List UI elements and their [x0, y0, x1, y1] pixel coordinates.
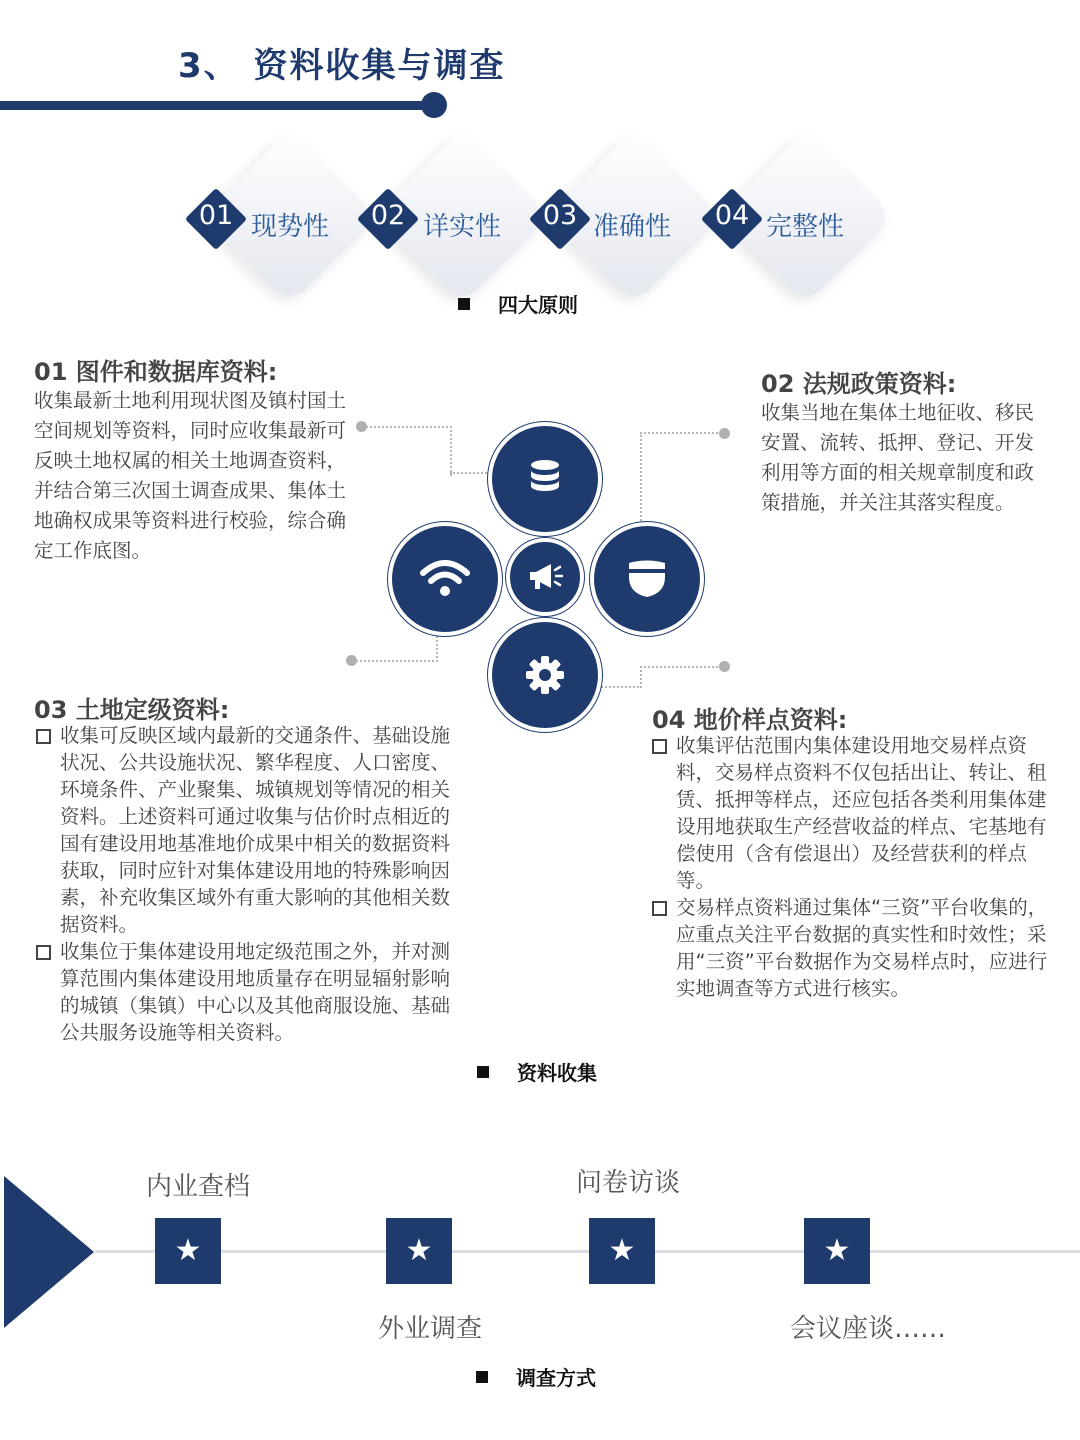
- collection-caption: 资料收集: [477, 1057, 597, 1086]
- connector-line: [450, 472, 490, 474]
- section-04-title: 04 地价样点资料:: [652, 706, 848, 734]
- title-underline: [0, 101, 435, 110]
- section-04-bullets: [652, 732, 1050, 1002]
- principle-number: 04: [714, 200, 750, 231]
- principle-label: 详实性: [423, 212, 502, 242]
- caption-square: [477, 1066, 489, 1078]
- page-title: 3、 资料收集与调查: [178, 46, 506, 86]
- survey-method-label: 会议座谈……: [790, 1314, 947, 1344]
- section-03-bullets: [36, 722, 454, 1046]
- connector-line: [640, 666, 726, 688]
- connector-dot: [356, 421, 367, 432]
- section-01-text: 收集最新土地利用现状图及镇村国土空间规划等资料，同时应收集最新可反映土地权属的相关土地调查资料，并结合第三次国土调查成果、集体土地确权成果等资料进行校验，综合确定工作底图。: [34, 389, 347, 562]
- gear-icon: [525, 655, 565, 695]
- principle-label: 现势性: [251, 212, 330, 242]
- timeline-line: [95, 1250, 1080, 1253]
- gear-circle: [488, 618, 602, 732]
- connector-dot: [346, 655, 357, 666]
- bullet-item: 收集位于集体建设用地定级范围之外，并对测算范围内集体建设用地质量存在明显辐射影响的城镇（集镇）中心以及其他商服设施、基础公共服务设施等相关资料。: [36, 938, 454, 1046]
- star-icon: ★: [155, 1218, 221, 1284]
- section-02-title: 02 法规政策资料:: [761, 370, 957, 398]
- section-02-text: 收集当地在集体土地征收、移民安置、流转、抵押、登记、开发利用等方面的相关规章制度和政策措施，并关注其落实程度。: [761, 401, 1035, 514]
- star-icon: ★: [804, 1218, 870, 1284]
- play-triangle-icon: [0, 1172, 98, 1332]
- wifi-circle: [388, 522, 502, 636]
- megaphone-icon: [527, 561, 563, 593]
- principles-caption: 四大原则: [458, 289, 578, 318]
- survey-method-label: 外业调查: [378, 1314, 483, 1344]
- bullet-box-icon: [36, 729, 51, 744]
- bullet-item: 收集可反映区域内最新的交通条件、基础设施状况、公共设施状况、繁华程度、人口密度、环境条件、产业聚集、城镇规划等情况的相关资料。上述资料可通过收集与估价时点相近的国有建设用地基准地价成果中相关的数据资料获取，同时应针对集体建设用地的特殊影响因素，补充收集区域外有重大影响的其他相关数据资料。: [36, 722, 454, 938]
- section-01-title: 01 图件和数据库资料:: [34, 358, 278, 386]
- connector-dot: [719, 661, 730, 672]
- shield-circle: [590, 522, 704, 636]
- shield-icon: [627, 559, 667, 599]
- section-03-title: 03 土地定级资料:: [34, 696, 230, 724]
- connector-dot: [719, 428, 730, 439]
- bullet-box-icon: [652, 901, 667, 916]
- principle-label: 准确性: [593, 212, 672, 242]
- principle-number: 03: [542, 200, 578, 231]
- star-icon: ★: [589, 1218, 655, 1284]
- wifi-icon: [419, 559, 471, 599]
- megaphone-circle: [506, 538, 584, 616]
- survey-method-label: 问卷访谈: [576, 1168, 681, 1198]
- connector-line: [598, 666, 642, 688]
- survey-method-label: 内业查档: [146, 1172, 251, 1202]
- title-underline-dot: [421, 92, 447, 118]
- bullet-box-icon: [652, 739, 667, 754]
- principle-number: 02: [370, 200, 406, 231]
- database-icon: [529, 459, 561, 497]
- bullet-item: 收集评估范围内集体建设用地交易样点资料，交易样点资料不仅包括出让、转让、租赁、抵押等样点，还应包括各类利用集体建设用地获取生产经营收益的样点、宅基地有偿使用（含有偿退出）及经营获利的样点等。: [652, 732, 1050, 894]
- survey-caption: 调查方式: [476, 1362, 596, 1391]
- principle-label: 完整性: [766, 212, 845, 242]
- bullet-item: 交易样点资料通过集体“三资”平台收集的，应重点关注平台数据的真实性和时效性；采用“三资”平台数据作为交易样点时，应进行实地调查等方式进行核实。: [652, 894, 1050, 1002]
- connector-line: [362, 426, 452, 476]
- star-icon: ★: [386, 1218, 452, 1284]
- caption-square: [458, 298, 470, 310]
- caption-square: [476, 1371, 488, 1383]
- connector-line: [640, 432, 726, 524]
- database-circle: [488, 422, 602, 536]
- principle-number: 01: [198, 200, 234, 231]
- bullet-box-icon: [36, 945, 51, 960]
